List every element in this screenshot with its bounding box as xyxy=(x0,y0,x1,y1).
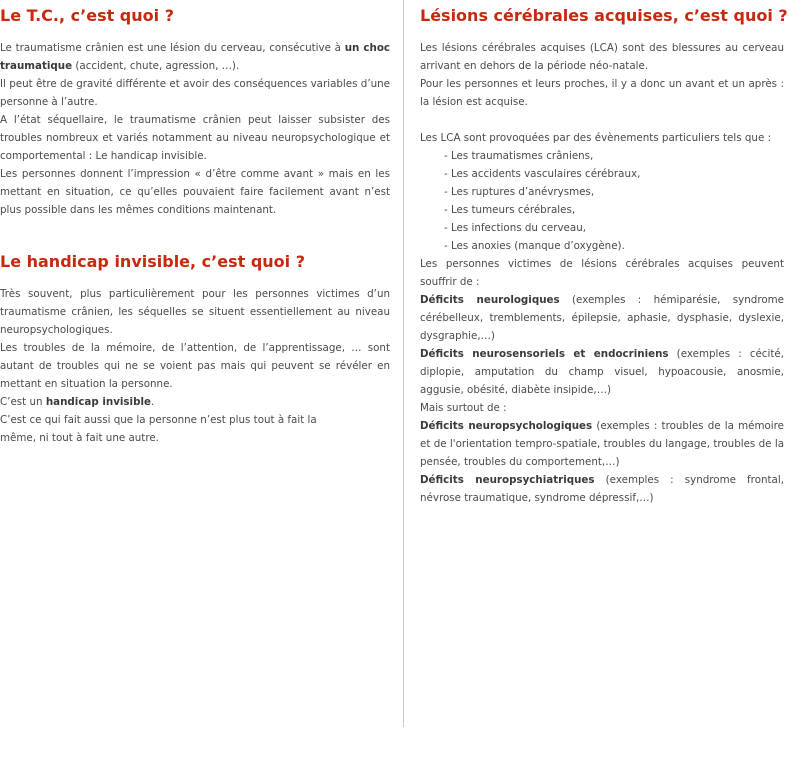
paragraph xyxy=(0,393,390,411)
section-body-lca xyxy=(420,39,784,507)
text: . xyxy=(150,396,155,408)
text: Le traumatisme crânien est une lésion du cerveau, consécutive à xyxy=(0,42,345,54)
bold-text: un choc traumatique xyxy=(0,42,390,72)
list-item: - Les ruptures d’anévrysmes, xyxy=(444,186,595,198)
right-column xyxy=(420,0,788,507)
text: (accident, chute, agression, …). xyxy=(72,60,240,72)
paragraph-line: C’est ce qui fait aussi que la personne n’est plus tout à fait la xyxy=(0,414,317,426)
bold-text: handicap invisible xyxy=(45,396,151,408)
paragraph: Il peut être de gravité différente et avoir des conséquences variables d’une personne à l’autre. xyxy=(0,78,390,108)
list-item: - Les traumatismes crâniens, xyxy=(444,150,594,162)
bold-text: Déficits neuropsychologiques xyxy=(420,420,593,432)
paragraph: Les personnes victimes de lésions cérébrales acquises peuvent souffrir de : xyxy=(420,258,784,288)
left-column xyxy=(0,0,390,447)
paragraph-line: même, ni tout à fait une autre. xyxy=(0,432,159,444)
paragraph xyxy=(420,291,784,345)
bold-text: Déficits neurosensoriels et endocriniens xyxy=(420,348,669,360)
list-item: - Les accidents vasculaires cérébraux, xyxy=(444,168,641,180)
causes-list xyxy=(420,147,784,255)
list-item: - Les infections du cerveau, xyxy=(444,222,586,234)
list-item: - Les tumeurs cérébrales, xyxy=(444,204,576,216)
bold-text: Déficits neuropsychiatriques xyxy=(420,474,595,486)
text: (exemples : troubles de la mémoire et de l'orientation tempro-spatiale, troubles du langage, troubles de la pensée, troubles du comportement,…) xyxy=(420,420,784,468)
section-body-handicap xyxy=(0,285,390,447)
paragraph: Mais surtout de : xyxy=(420,402,507,414)
text: (exemples : syndrome frontal, névrose traumatique, syndrome dépressif,…) xyxy=(420,474,784,504)
section-title-handicap: Le handicap invisible, c’est quoi ? xyxy=(0,252,305,271)
paragraph: Les personnes donnent l’impression « d’être comme avant » mais en les mettant en situation, ce qu’elles pouvaient faire facilement avant n’est plus possible dans les mêmes conditions maintenant. xyxy=(0,168,390,216)
paragraph: Les LCA sont provoquées par des évènements particuliers tels que : xyxy=(420,132,772,144)
paragraph xyxy=(0,39,390,75)
paragraph xyxy=(420,417,784,471)
text: (exemples : hémiparésie, syndrome cérébelleux, tremblements, épilepsie, aphasie, dysphasie, dyslexie, dysgraphie,…) xyxy=(420,294,784,342)
section-title-tc: Le T.C., c’est quoi ? xyxy=(0,6,174,25)
text: C’est un xyxy=(0,396,46,408)
column-divider xyxy=(403,0,404,727)
paragraph: A l’état séquellaire, le traumatisme crânien peut laisser subsister des troubles nombreux et variés notamment au niveau neuropsychologique et comportemental : Le handicap invisible. xyxy=(0,114,390,162)
section-body-tc xyxy=(0,39,390,219)
text: (exemples : cécité, diplopie, amputation du champ visuel, hypoacousie, anosmie, aggusie, obésité, diabète insipide,…) xyxy=(420,348,784,396)
section-title-lca: Lésions cérébrales acquises, c’est quoi ? xyxy=(420,6,788,25)
paragraph: Très souvent, plus particulièrement pour les personnes victimes d’un traumatisme crânien, les séquelles se situent essentiellement au niveau neuropsychologiques. xyxy=(0,288,390,336)
paragraph xyxy=(420,345,784,399)
spacer xyxy=(420,111,784,129)
list-item: - Les anoxies (manque d’oxygène). xyxy=(444,240,625,252)
paragraph: Les troubles de la mémoire, de l’attention, de l’apprentissage, … sont autant de troubles qui ne se voient pas mais qui peuvent se révéler en mettant en situation la personne. xyxy=(0,342,390,390)
paragraph xyxy=(420,471,784,507)
paragraph: Pour les personnes et leurs proches, il y a donc un avant et un après : la lésion est acquise. xyxy=(420,78,784,108)
bold-text: Déficits neurologiques xyxy=(420,294,560,306)
paragraph: Les lésions cérébrales acquises (LCA) sont des blessures au cerveau arrivant en dehors de la période néo-natale. xyxy=(420,42,784,72)
